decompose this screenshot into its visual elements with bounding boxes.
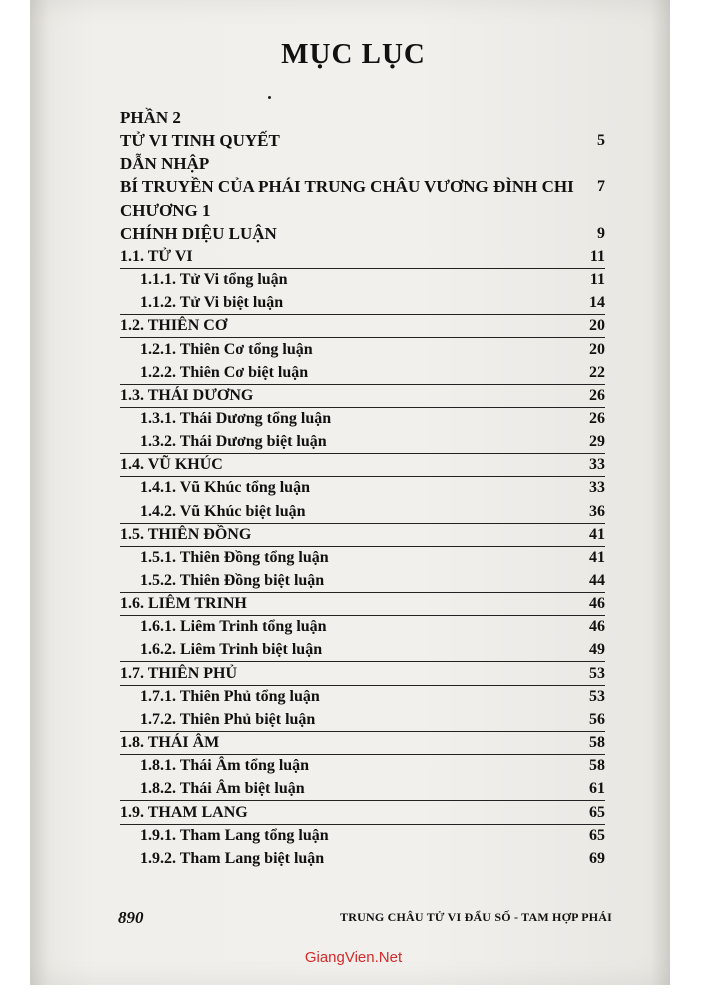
toc-subsection [120,777,605,801]
toc-entry-page: 22 [589,363,605,381]
toc-entry-page: 58 [589,757,605,775]
toc-entry-page: 61 [589,780,605,798]
toc-subsection [120,685,605,708]
page-number: 890 [118,908,144,927]
toc-entry-text: 1.3. THÁI DƯƠNG [120,386,254,404]
toc-entry-text: 1.6.1. Liêm Trinh tổng luận [140,618,327,636]
toc-heading [120,222,605,245]
toc-entry-page: 11 [589,247,605,265]
toc-entry-page: 69 [589,849,605,867]
toc-entry-text: CHƯƠNG 1 [120,200,211,220]
toc-subsection [120,500,605,524]
toc-entry-page: 26 [589,386,605,404]
toc-entry-text: 1.5.2. Thiên Đồng biệt luận [140,572,325,589]
toc-entry-text: 1.4.1. Vũ Khúc tổng luận [140,479,310,497]
toc-heading [120,129,605,152]
toc-entry-page: 20 [589,317,605,335]
toc-entry-text: 1.6. LIÊM TRINH [120,595,247,613]
toc-entry-page: 53 [589,687,605,705]
toc-entry-page: 49 [589,641,605,659]
toc-section [120,523,605,547]
toc-entry-text: TỬ VI TINH QUYẾT [120,131,280,151]
toc-entry-page: 65 [589,826,605,844]
toc-entry-text: 1.4. VŨ KHÚC [120,456,223,474]
toc-entry-text: 1.6.2. Liêm Trinh biệt luận [140,641,323,659]
toc-subsection [120,430,605,454]
toc-entry-text: 1.2.2. Thiên Cơ biệt luận [140,363,309,381]
toc-entry-text: 1.7.2. Thiên Phủ biệt luận [140,710,316,728]
page-title: MỤC LỤC [281,38,426,70]
toc-entry-text: 1.1. TỬ VI [120,247,193,265]
toc-section [120,592,605,616]
toc-entry-text: 1.9. THAM LANG [120,803,248,821]
toc-entry-page: 7 [597,178,605,196]
toc-section [120,453,605,477]
running-title: TRUNG CHÂU TỬ VI ĐẨU SỐ - TAM HỢP PHÁI [340,910,612,924]
toc-entry-text: 1.3.2. Thái Dương biệt luận [140,433,327,451]
toc-entry-page: 44 [589,572,605,589]
toc-entry-text: 1.1.1. Tử Vi tổng luận [140,271,288,289]
toc-subsection [120,569,605,593]
toc-entry-text: PHẦN 2 [120,108,181,127]
toc-entry-text: CHÍNH DIỆU LUẬN [120,223,277,243]
toc-entry-page: 9 [597,224,605,242]
toc-entry-text: 1.5. THIÊN ĐỒNG [120,525,252,543]
toc-section [120,245,605,269]
toc-entry-page: 56 [589,710,605,728]
toc-entry-page: 33 [589,479,605,497]
toc-subsection [120,361,605,385]
toc-entry-text: DẪN NHẬP [120,154,210,174]
toc-entry-text: BÍ TRUYỀN CỦA PHÁI TRUNG CHÂU VƯƠNG ĐÌNH CHI [120,177,574,197]
toc-entry-page: 58 [589,734,605,752]
toc-heading [120,106,605,129]
toc-entry-text: 1.2. THIÊN CƠ [120,317,228,335]
toc-heading [120,175,605,198]
toc-subsection [120,847,605,870]
toc-entry-page: 14 [589,294,605,312]
toc-entry-text: 1.8. THÁI ÂM [120,734,220,752]
toc-subsection [120,754,605,777]
toc-entry-page: 11 [589,271,605,289]
toc-heading [120,199,605,222]
toc-subsection [120,708,605,732]
toc-entry-page: 5 [597,132,605,150]
toc-subsection [120,476,605,499]
toc-entry-page: 26 [589,409,605,427]
toc-subsection [120,546,605,569]
watermark-text: GiangVien.Net [304,949,403,966]
toc-entry-page: 36 [589,502,605,520]
toc-entry-page: 41 [589,525,605,543]
toc-subsection [120,615,605,638]
toc-subsection [120,291,605,315]
toc-entry-text: 1.1.2. Tử Vi biệt luận [140,294,284,312]
toc-entry-text: 1.7. THIÊN PHỦ [120,664,238,682]
toc-entry-page: 53 [589,664,605,682]
toc-entry-text: 1.3.1. Thái Dương tổng luận [140,409,332,427]
toc-subsection [120,407,605,430]
toc-section [120,731,605,755]
toc-section [120,384,605,408]
toc-subsection [120,824,605,847]
toc-subsection [120,268,605,291]
toc-entry-page: 41 [589,548,605,566]
toc-section [120,314,605,338]
toc-subsection [120,338,605,361]
toc-entry-page: 20 [589,340,605,358]
toc-entry-page: 33 [589,456,605,474]
toc-entry-text: 1.5.1. Thiên Đồng tổng luận [140,548,329,566]
toc-entry-page: 65 [589,803,605,821]
toc-entry-page: 46 [589,595,605,613]
toc-entry-text: 1.9.2. Tham Lang biệt luận [140,849,325,867]
toc-entry-text: 1.4.2. Vũ Khúc biệt luận [140,502,306,520]
toc-entry-page: 46 [589,618,605,636]
toc-entry-text: 1.2.1. Thiên Cơ tổng luận [140,340,313,358]
toc-section [120,801,605,825]
toc-heading [120,152,605,175]
toc-entry-text: 1.7.1. Thiên Phủ tổng luận [140,687,320,705]
toc-entry-text: 1.9.1. Tham Lang tổng luận [140,826,329,844]
toc-entry-page: 29 [589,433,605,451]
toc-subsection [120,638,605,662]
toc-entry-text: 1.8.1. Thái Âm tổng luận [140,757,310,775]
toc-entry-text: 1.8.2. Thái Âm biệt luận [140,780,305,798]
toc-section [120,662,605,686]
